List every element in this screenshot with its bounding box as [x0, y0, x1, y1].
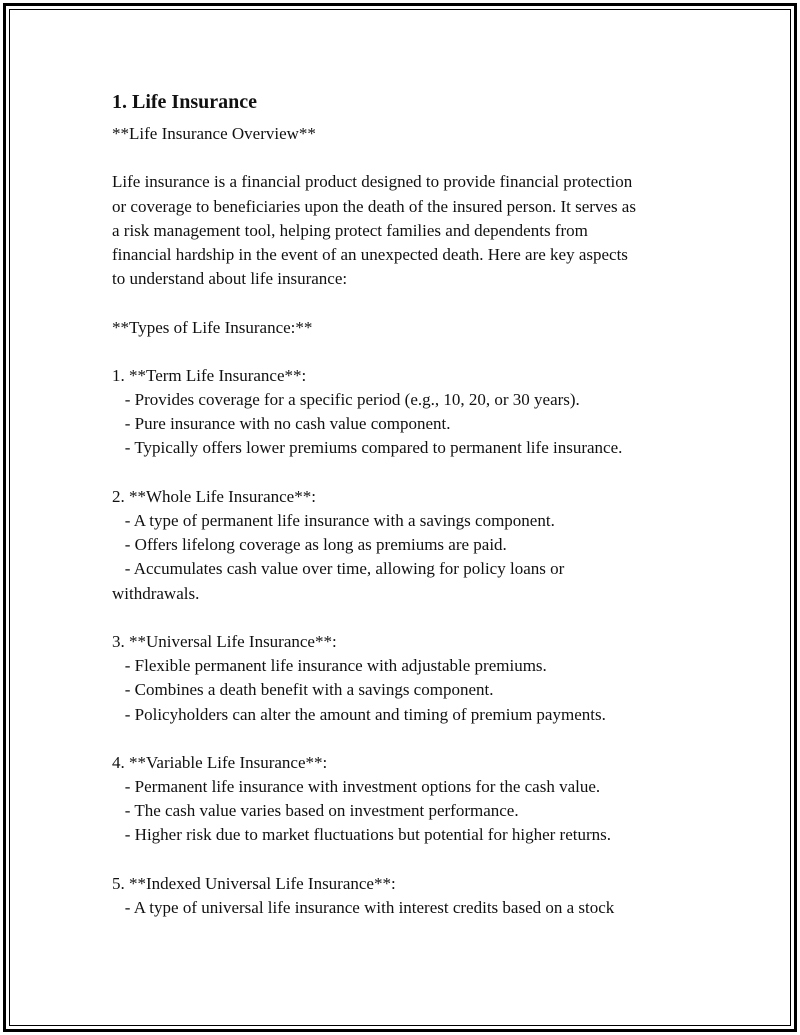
text-line: withdrawals. [112, 583, 200, 603]
blank-line [112, 146, 692, 170]
text-line: - Accumulates cash value over time, allowing for policy loans or [112, 559, 565, 579]
text-line: - Offers lifelong coverage as long as premiums are paid. [112, 535, 507, 555]
text-line: - Higher risk due to market fluctuations but potential for higher returns. [112, 825, 612, 845]
blank-line [112, 606, 692, 630]
text-line: 2. **Whole Life Insurance**: [112, 486, 316, 506]
text-line: to understand about life insurance: [112, 269, 348, 289]
blank-line [112, 727, 692, 751]
text-line: - Permanent life insurance with investment options for the cash value. [112, 777, 601, 797]
text-line: **Life Insurance Overview** [112, 124, 316, 143]
blank-line [112, 291, 692, 315]
text-line: - Pure insurance with no cash value component. [112, 414, 451, 434]
text-line: or coverage to beneficiaries upon the death of the insured person. It serves as [112, 196, 636, 216]
text-line: - A type of universal life insurance with interest credits based on a stock [112, 898, 615, 917]
blank-line [112, 461, 692, 485]
text-line: - Flexible permanent life insurance with adjustable premiums. [112, 656, 547, 676]
text-line: a risk management tool, helping protect families and dependents from [112, 220, 588, 240]
text-line: - The cash value varies based on investment performance. [112, 801, 519, 821]
text-line: 5. **Indexed Universal Life Insurance**: [112, 873, 396, 893]
blank-line [112, 340, 692, 364]
text-line: Life insurance is a financial product designed to provide financial protection [112, 172, 633, 192]
text-line: - Policyholders can alter the amount and timing of premium payments. [112, 704, 606, 724]
text-line: 3. **Universal Life Insurance**: [112, 631, 337, 651]
text-line: - Typically offers lower premiums compared to permanent life insurance. [112, 438, 623, 458]
text-line: 1. **Term Life Insurance**: [112, 365, 307, 385]
text-line: financial hardship in the event of an unexpected death. Here are key aspects [112, 244, 628, 264]
text-line: **Types of Life Insurance:** [112, 317, 313, 337]
document-heading: 1. Life Insurance [112, 91, 257, 113]
text-line: - Provides coverage for a specific period (e.g., 10, 20, or 30 years). [112, 390, 580, 410]
blank-line [112, 848, 692, 872]
text-line: - Combines a death benefit with a savings component. [112, 680, 494, 700]
document-body [112, 122, 692, 920]
text-line: - A type of permanent life insurance with a savings component. [112, 511, 555, 530]
document-content [112, 88, 692, 920]
text-line: 4. **Variable Life Insurance**: [112, 752, 328, 772]
